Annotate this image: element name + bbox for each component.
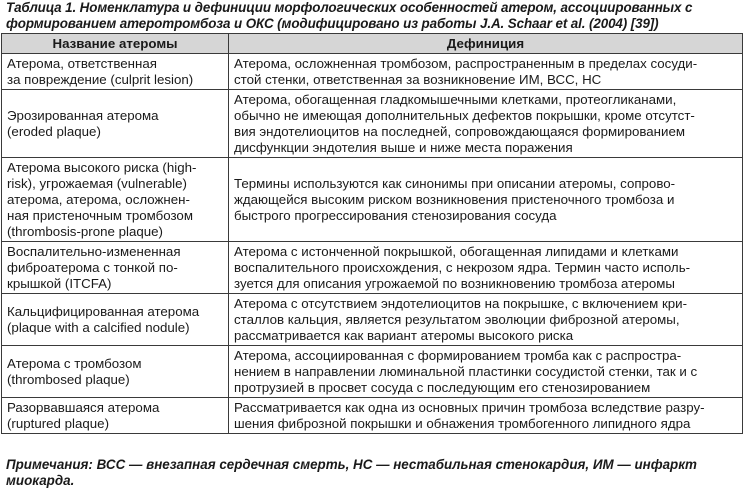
table-caption: Таблица 1. Номенклатура и дефиниции морфологических особенностей атером, ассоциированных с формированием атеротромбоза и ОКС (модифицировано из работы J.A. Schaar et al. (2004) [39]) [6, 0, 693, 31]
header-definition: Дефиниция [229, 34, 743, 54]
header-atheroma-name: Название атеромы [2, 34, 229, 54]
table-footnote: Примечания: ВСС — внезапная сердечная смерть, НС — нестабильная стенокардия, ИМ — инфаркт миокарда. [6, 457, 697, 488]
table-row [2, 242, 743, 294]
table-row [2, 54, 743, 90]
table-row [2, 294, 743, 346]
atheroma-name-cell: Кальцифицированная атерома (plaque with a calcified nodule) [2, 294, 229, 346]
table-row [2, 398, 743, 434]
definition-cell: Термины используются как синонимы при описании атеромы, сопрово- ждающейся высоким риском возникновения пристеночного тромбоза и быстрого прогрессирования стенозирования сосуда [229, 158, 743, 242]
definition-cell: Атерома, обогащенная гладкомышечными клетками, протеогликанами, обычно не имеющая дополнительных дефектов покрышки, кроме отсутст- вия эндотелиоцитов на последней, сопровождающаяся формированием дисфункции эндотелия выше и ниже места поражения [229, 90, 743, 158]
nomenclature-table [1, 33, 743, 434]
atheroma-name-cell: Эрозированная атерома (eroded plaque) [2, 90, 229, 158]
definition-cell: Атерома с отсутствием эндотелиоцитов на покрышке, с включением кри- сталлов кальция, является результатом эволюции фиброзной атеромы, рассматривается как вариант атеромы высокого риска [229, 294, 743, 346]
definition-cell: Атерома, осложненная тромбозом, распространенным в пределах сосуди- стой стенки, ответственная за возникновение ИМ, ВСС, НС [229, 54, 743, 90]
atheroma-name-cell: Воспалительно-измененная фиброатерома с тонкой по- крышкой (ITCFA) [2, 242, 229, 294]
atheroma-name-cell: Атерома с тромбозом (thrombosed plaque) [2, 346, 229, 398]
atheroma-name-cell: Разорвавшаяся атерома (ruptured plaque) [2, 398, 229, 434]
table-row [2, 346, 743, 398]
table-row [2, 90, 743, 158]
table-row [2, 158, 743, 242]
atheroma-name-cell: Атерома, ответственная за повреждение (culprit lesion) [2, 54, 229, 90]
definition-cell: Атерома, ассоциированная с формированием тромба как с распростра- нением в направлении люминальной пластинки сосудистой стенки, так и с протрузией в просвет сосуда с последующим его стенозированием [229, 346, 743, 398]
table-header-row [2, 34, 743, 54]
definition-cell: Рассматривается как одна из основных причин тромбоза вследствие разру- шения фиброзной покрышки и обнажения тромбогенного липидного ядра [229, 398, 743, 434]
definition-cell: Атерома с истонченной покрышкой, обогащенная липидами и клетками воспалительного происхождения, с некрозом ядра. Термин часто исполь- зуется для описания угрожаемой по возникновению тромбоза атеромы [229, 242, 743, 294]
atheroma-name-cell: Атерома высокого риска (high- risk), угрожаемая (vulnerable) атерома, атерома, осложнен- ная пристеночным тромбозом (thrombosis-prone plaque) [2, 158, 229, 242]
